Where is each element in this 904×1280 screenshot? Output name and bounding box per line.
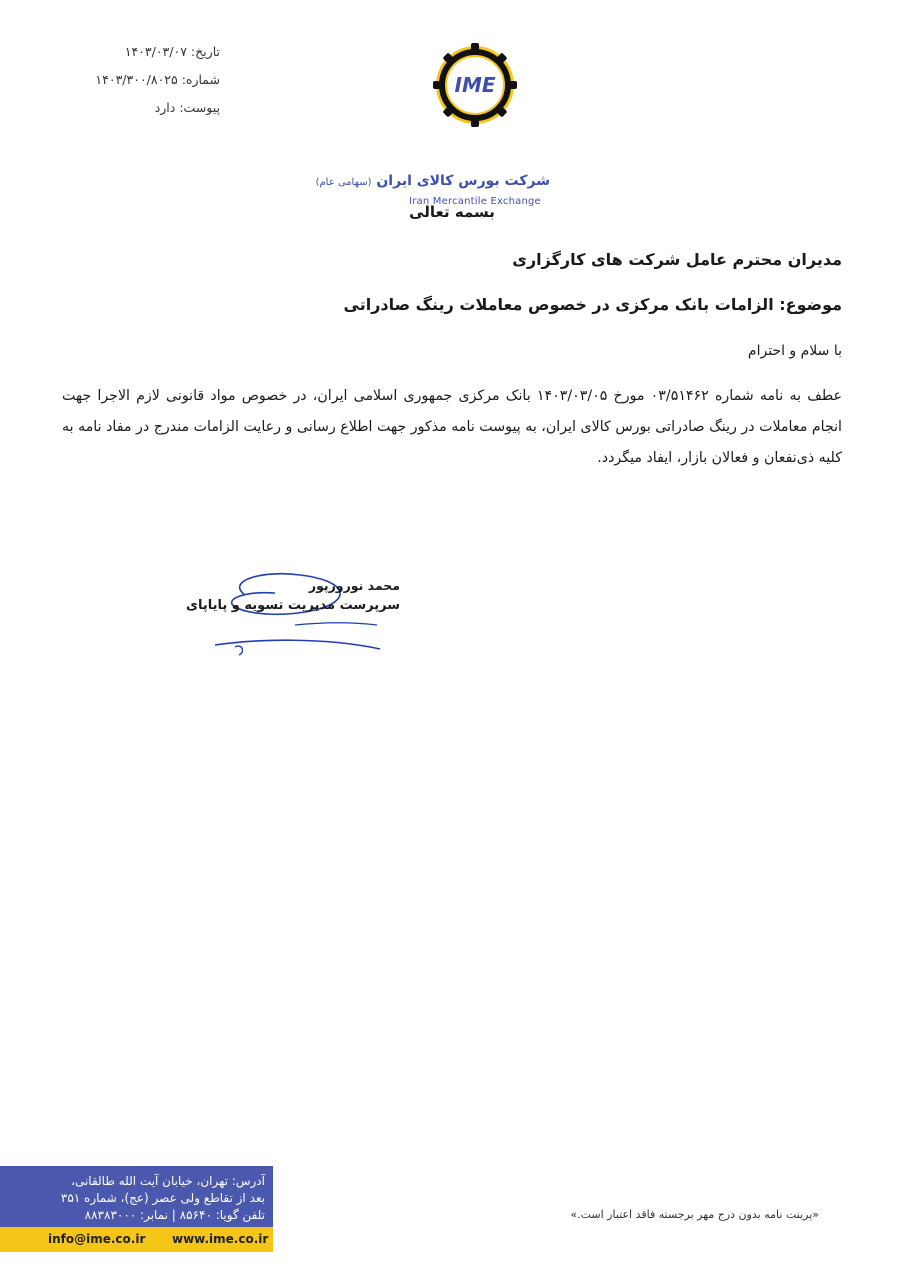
letter-meta [60, 40, 220, 120]
footer-contact-strip [0, 1227, 273, 1252]
number-value: ۱۴۰۳/۳۰۰/۸۰۲۵ [95, 72, 178, 87]
attachment-line [155, 100, 220, 115]
letter-body: عطف به نامه شماره ۰۳/۵۱۴۶۲ مورخ ۱۴۰۳/۰۳/۰۵ بانک مرکزی جمهوری اسلامی ایران، در خصوص مواد قانونی لازم الاجرا جهت انجام معاملات در رینگ صادراتی بورس کالای ایران، به پیوست نامه مذکور جهت اطلاع رسانی و رعایت الزامات مندرج در مفاد نامه به کلیه ذی‌نفعان و فعالان بازار، ایفاد میگردد. [62, 388, 842, 466]
company-logo [315, 40, 550, 207]
company-name-en: Iran Mercantile Exchange [409, 196, 541, 207]
ime-logo-icon [400, 40, 550, 170]
number-line [95, 72, 220, 87]
signatory-title: سرپرست مدیریت تسویه و پایاپای [186, 598, 400, 613]
attachment-label: پیوست: [179, 100, 220, 115]
footer-address [61, 1173, 265, 1224]
phone-line: تلفن گویا: ۸۵۶۴۰ | نمابر: ۸۸۳۸۳۰۰۰ [84, 1208, 265, 1222]
date-line [125, 44, 220, 59]
subject: موضوع: الزامات بانک مرکزی در خصوص معاملات رینگ صادراتی [343, 295, 842, 314]
logo-mark-text: IME [454, 73, 496, 97]
website-link[interactable]: www.ime.co.ir [172, 1232, 269, 1246]
company-name-fa-text: شرکت بورس کالای ایران [376, 173, 550, 189]
address-line-1: آدرس: تهران، خیابان آیت الله طالقانی، [71, 1174, 265, 1188]
invocation: بسمه تعالی [409, 203, 495, 221]
date-label: تاریخ: [190, 44, 220, 59]
signatory-name: محمد نوروزپور [308, 578, 400, 593]
company-type-fa: (سهامی عام) [315, 177, 372, 188]
validity-note: «پرینت نامه بدون درج مهر برجسته فاقد اعتبار است.» [570, 1208, 819, 1221]
email-link[interactable]: info@ime.co.ir [48, 1232, 146, 1246]
greeting: با سلام و احترام [747, 343, 842, 359]
date-value: ۱۴۰۳/۰۳/۰۷ [124, 44, 187, 59]
company-name-fa [315, 173, 550, 189]
attachment-value: دارد [154, 100, 176, 115]
address-line-2: بعد از تقاطع ولی عصر (عج)، شماره ۳۵۱ [60, 1191, 265, 1205]
addressee: مدیران محترم عامل شرکت های کارگزاری [512, 250, 842, 269]
number-label: شماره: [181, 72, 220, 87]
